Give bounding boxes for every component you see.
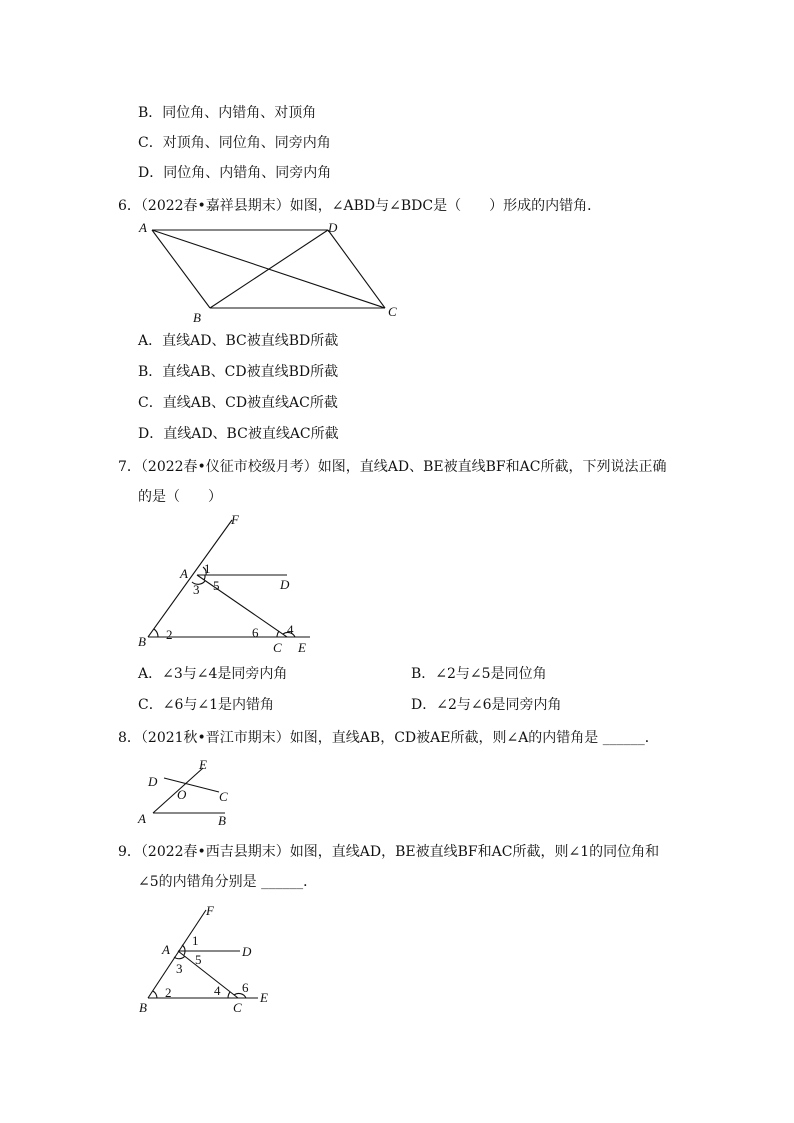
q9-label-c: C [233, 1000, 242, 1015]
q7-label-e: E [298, 640, 306, 655]
q9-label-e: E [260, 990, 268, 1005]
q9-label-b: B [139, 1000, 147, 1015]
q8-label-a: A [138, 811, 146, 826]
q7-label-c: C [273, 640, 282, 655]
q9-angle-label-1: 1 [192, 933, 199, 948]
q9-angle-arc-2 [153, 991, 157, 998]
q7-angle-arc-2 [154, 629, 158, 637]
q9-label-a: A [162, 942, 170, 957]
q7-stem-line2: 的是（ ） [138, 489, 222, 505]
q7-angle-label-3: 3 [193, 582, 200, 597]
q6-segment-dc [328, 230, 385, 308]
q9-segment-ac [178, 951, 238, 998]
q9-angle-label-6: 6 [242, 980, 249, 995]
q7-label-d: D [280, 577, 290, 592]
q6-figure [130, 218, 410, 326]
q7-option-b: B．∠2与∠5是同位角 [411, 666, 547, 682]
q7-figure [130, 510, 330, 660]
q7-angle-arc-6 [277, 631, 279, 637]
q6-label-b: B [193, 310, 201, 325]
q9-stem-line1: 9．（2022春•西吉县期末）如图，直线AD，BE被直线BF和AC所截，则∠1的同位角和 [118, 844, 660, 860]
q8-label-d: D [148, 774, 158, 789]
q7-segment-ac [197, 575, 287, 637]
q6-option-b: B．直线AB、CD被直线BD所截 [138, 364, 339, 380]
q7-option-c: C．∠6与∠1是内错角 [138, 697, 274, 713]
q9-figure [130, 900, 290, 1018]
q7-option-d: D．∠2与∠6是同旁内角 [411, 697, 562, 713]
q7-option-a: A．∠3与∠4是同旁内角 [138, 666, 288, 682]
q9-angle-arc-1 [182, 945, 185, 951]
q6-option-c: C．直线AB、CD被直线AC所截 [138, 395, 338, 411]
q7-angle-label-1: 1 [204, 561, 211, 576]
q7-angle-label-4: 4 [287, 622, 294, 637]
q9-label-f: F [206, 903, 214, 918]
q7-label-f: F [231, 512, 239, 527]
q9-angle-label-5: 5 [195, 952, 202, 967]
q7-angle-label-2: 2 [166, 627, 173, 642]
q8-figure [135, 755, 245, 830]
q7-stem-line1: 7．（2022春•仪征市校级月考）如图，直线AD、BE被直线BF和AC所截，下列说法正确 [118, 459, 667, 475]
q6-label-c: C [388, 304, 397, 319]
q8-label-e: E [199, 757, 207, 772]
q9-angle-arc-5 [184, 951, 185, 955]
q9-label-d: D [242, 944, 252, 959]
q9-angle-arc-4 [228, 992, 230, 998]
q9-stem-line2: ∠5的内错角分别是 ______． [138, 874, 318, 890]
q6-stem: 6．（2022春•嘉祥县期末）如图，∠ABD与∠BDC是（ ）形成的内错角． [118, 198, 602, 214]
q7-angle-label-6: 6 [252, 625, 259, 640]
q8-label-o: O [177, 787, 187, 802]
q6-option-a: A．直线AD、BC被直线BD所截 [138, 333, 339, 349]
q5-option-d: D．同位角、内错角、同旁内角 [138, 165, 332, 181]
q6-segment-ab [152, 230, 210, 308]
q8-label-c: C [219, 789, 228, 804]
q6-label-d: D [328, 220, 338, 235]
q8-label-b: B [218, 813, 226, 828]
q6-diagonal-bd [210, 230, 328, 308]
q9-angle-label-3: 3 [176, 961, 183, 976]
q5-option-c: C．对顶角、同位角、同旁内角 [138, 135, 331, 151]
q9-angle-label-4: 4 [214, 983, 221, 998]
q9-angle-label-2: 2 [165, 985, 172, 1000]
q8-line-dc [164, 778, 219, 792]
q6-option-d: D．直线AD、BC被直线AC所截 [138, 426, 339, 442]
q5-option-b: B．同位角、内错角、对顶角 [138, 105, 317, 121]
q7-angle-label-5: 5 [213, 578, 220, 593]
q8-stem: 8．（2021秋•晋江市期末）如图，直线AB，CD被AE所截，则∠A的内错角是 ______． [118, 730, 659, 746]
q7-label-a: A [180, 566, 188, 581]
q6-label-a: A [139, 220, 147, 235]
q7-label-b: B [138, 634, 146, 649]
